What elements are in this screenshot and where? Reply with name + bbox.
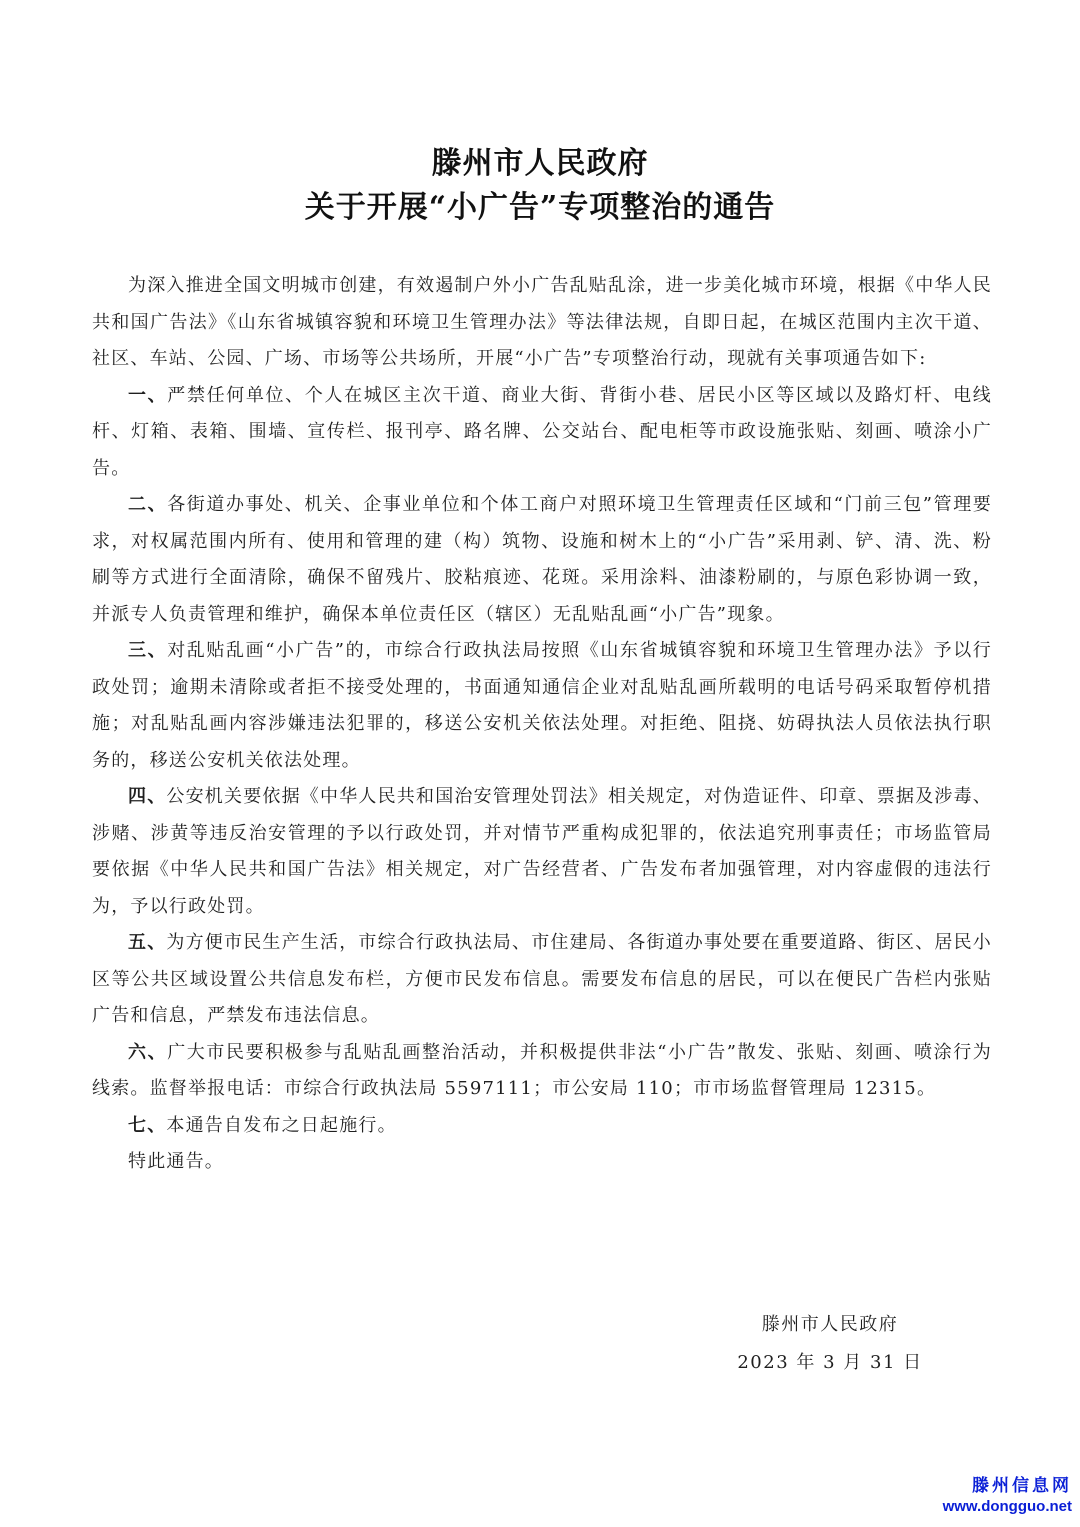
signature-block: [700, 1306, 960, 1382]
item-text: 为方便市民生产生活，市综合行政执法局、市住建局、各街道办事处要在重要道路、街区、居民小区等公共区域设置公共信息发布栏，方便市民发布信息。需要发布信息的居民，可以在便民广告栏内张贴广告和信息，严禁发布违法信息。: [92, 932, 993, 1026]
item-paragraph-7: [92, 1108, 992, 1145]
signature-organization: 滕州市人民政府: [761, 1314, 899, 1335]
item-number: 二、: [128, 494, 168, 515]
item-number: 六、: [128, 1041, 168, 1063]
item-text: 严禁任何单位、个人在城区主次干道、商业大街、背街小巷、居民小区等区域以及路灯杆、电线杆、灯箱、表箱、围墙、宣传栏、报刊亭、路名牌、公交站台、配电柜等市政设施张贴、刻画、喷涂小广告。: [92, 384, 992, 479]
item-text: 广大市民要积极参与乱贴乱画整治活动，并积极提供非法“小广告”散发、张贴、刻画、喷涂行为线索。监督举报电话：市综合行政执法局 5597111；市公安局 110；市市场监督管理局 12315。: [92, 1041, 992, 1099]
item-text: 各街道办事处、机关、企事业单位和个体工商户对照环境卫生管理责任区域和“门前三包”管理要求，对权属范围内所有、使用和管理的建（构）筑物、设施和树木上的“小广告”采用剥、铲、清、洗、粉刷等方式进行全面清除，确保不留残片、胶粘痕迹、花斑。采用涂料、油漆粉刷的，与原色彩协调一致，并派专人负责管理和维护，确保本单位责任区（辖区）无乱贴乱画“小广告”现象。: [92, 494, 992, 625]
closing-paragraph: 特此通告。: [128, 1151, 224, 1172]
document-title: [0, 142, 1080, 230]
watermark-site-url: www.dongguo.net: [942, 1498, 1072, 1515]
title-subject: 关于开展“小广告”专项整治的通告: [304, 190, 776, 225]
site-watermark: [943, 1475, 1072, 1517]
intro-paragraph: 为深入推进全国文明城市创建，有效遏制户外小广告乱贴乱涂，进一步美化城市环境，根据《中华人民共和国广告法》《山东省城镇容貌和环境卫生管理办法》等法律法规，自即日起，在城区范围内主次干道、社区、车站、公园、广场、市场等公共场所，开展“小广告”专项整治行动，现就有关事项通告如下:: [92, 275, 992, 369]
watermark-site-name: 滕州信息网: [972, 1476, 1072, 1496]
title-issuer: 滕州市人民政府: [431, 146, 649, 181]
item-paragraph-2: [92, 487, 992, 633]
item-number: 四、: [128, 786, 167, 807]
item-text: 本通告自发布之日起施行。: [166, 1114, 397, 1136]
item-number: 七、: [128, 1114, 167, 1136]
item-text: 对乱贴乱画“小广告”的，市综合行政执法局按照《山东省城镇容貌和环境卫生管理办法》予以行政处罚；逾期未清除或者拒不接受处理的，书面通知通信企业对乱贴乱画所载明的电话号码采取暂停机措施；对乱贴乱画内容涉嫌违法犯罪的，移送公安机关依法处理。对拒绝、阻挠、妨碍执法人员依法执行职务的，移送公安机关依法处理。: [92, 640, 992, 771]
item-text: 公安机关要依据《中华人民共和国治安管理处罚法》相关规定，对伪造证件、印章、票据及涉毒、涉赌、涉黄等违反治安管理的予以行政处罚，并对情节严重构成犯罪的，依法追究刑事责任；市场监管局要依据《中华人民共和国广告法》相关规定，对广告经营者、广告发布者加强管理，对内容虚假的违法行为，予以行政处罚。: [92, 786, 993, 917]
signature-date: 2023 年 3 月 31 日: [737, 1352, 923, 1373]
item-paragraph-6: [92, 1035, 992, 1108]
item-paragraph-3: [92, 633, 992, 779]
item-paragraph-5: [92, 925, 992, 1035]
item-paragraph-1: [92, 378, 992, 488]
item-number: 五、: [128, 932, 167, 953]
item-number: 三、: [128, 640, 168, 661]
item-number: 一、: [128, 384, 168, 406]
document-body: [92, 268, 992, 1181]
item-paragraph-4: [92, 779, 992, 925]
